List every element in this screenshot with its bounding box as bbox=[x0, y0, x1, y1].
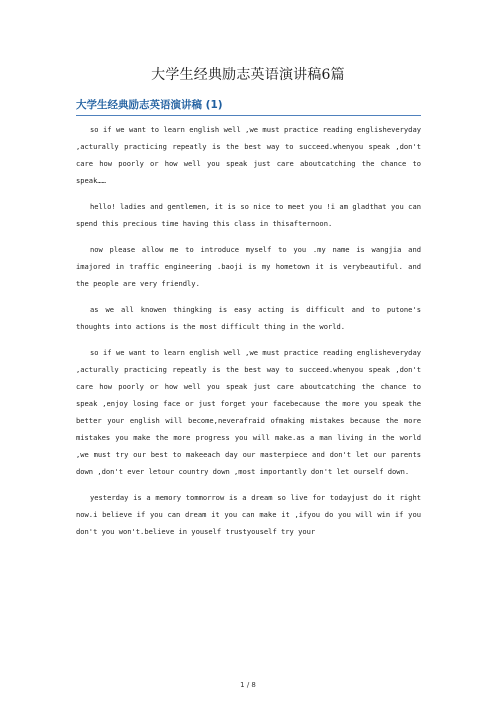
paragraph: now please allow me to introduce myself to you .my name is wangjia and imajored in traffic engineering .baoji is my hometown it is verybeautiful. and the people are very friendly. bbox=[76, 245, 421, 288]
paragraph: yesterday is a memory tommorrow is a dream so live for todayjust do it right now.i believe if you can dream it you can make it ,ifyou do you will win if you don't you won't.believe in youself trustyouself try your bbox=[76, 493, 421, 536]
paragraph: as we all knowen thingking is easy acting is difficult and to putone's thoughts into actions is the most difficult thing in the world. bbox=[76, 305, 421, 331]
paragraph: hello! ladies and gentlemen, it is so nice to meet you !i am gladthat you can spend this precious time having this class in thisafternoon. bbox=[76, 202, 421, 228]
paragraph: so if we want to learn english well ,we must practice reading englisheveryday ,acturally practicing repeatly is the best way to succeed.whenyou speak ,don't care how poorly or how well you speak just care aboutcatching the chance to speak…… bbox=[76, 125, 421, 185]
document-title: 大学生经典励志英语演讲稿6篇 bbox=[151, 67, 345, 83]
document-body bbox=[76, 121, 421, 549]
page-number: 1 / 8 bbox=[240, 681, 256, 689]
section-heading: 大学生经典励志英语演讲稿 (1) bbox=[76, 97, 421, 116]
paragraph: so if we want to learn english well ,we must practice reading englisheveryday ,acturally practicing repeatly is the best way to succeed.whenyou speak ,don't care how poorly or how well you speak just care aboutcatching the chance to speak ,enjoy losing face or just forget your facebecause the more you speak the better your english will become,neverafraid ofmaking mistakes because the more mistakes you make the more progress you will make.as a man living in the world ,we must try our best to makeeach day our masterpiece and don't let our parents down ,don't ever letour country down ,most importantly don't let ourself down. bbox=[76, 348, 421, 476]
